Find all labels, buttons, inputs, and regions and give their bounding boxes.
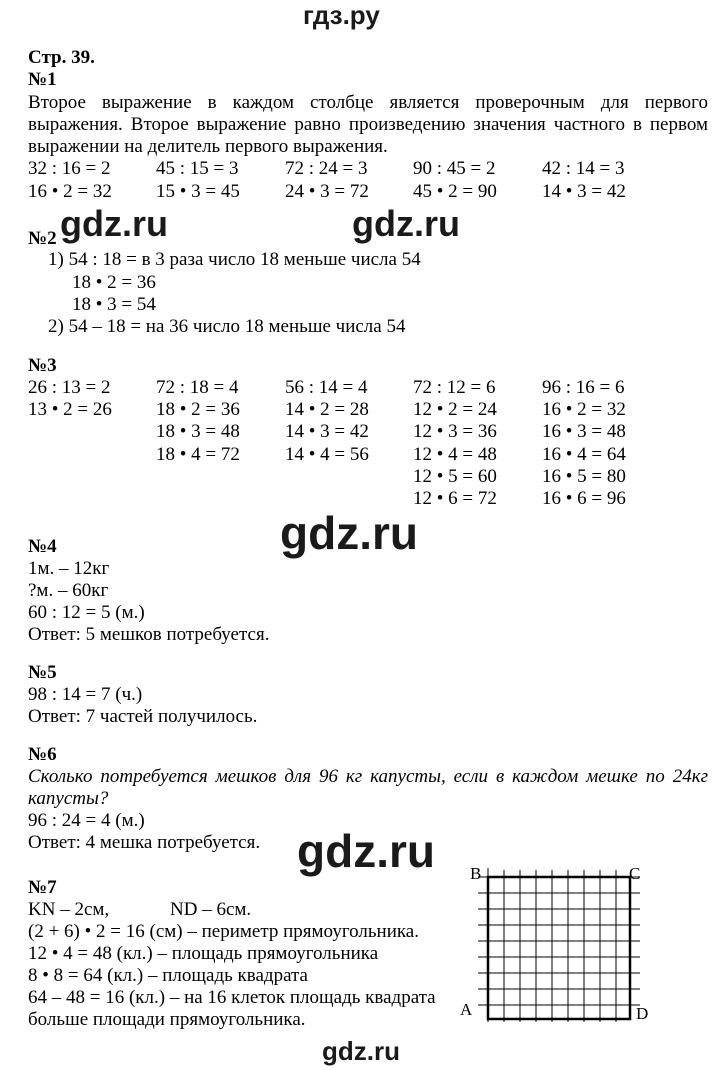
task-4-line: 1м. – 12кг: [28, 558, 110, 579]
task-3-expression: 14 • 4 = 56: [285, 444, 369, 465]
task-3-expression: 16 • 6 = 96: [542, 488, 626, 509]
task-4-line: ?м. – 60кг: [28, 580, 109, 601]
task-6-question: капусты?: [28, 788, 109, 809]
task-6-question: Сколько потребуется мешков для 96 кг капусты, если в каждом мешке по 24кг: [28, 766, 708, 787]
task-3-expression: 14 • 3 = 42: [285, 421, 369, 442]
task-7-title: №7: [28, 877, 57, 898]
task-7-nd: ND – 6см.: [170, 899, 252, 920]
square-grid-figure: [458, 862, 658, 1022]
task-7-line: больше площади прямоугольника.: [28, 1009, 306, 1030]
task-1-expression: 45 : 15 = 3: [156, 158, 239, 179]
grid-lines: [478, 868, 640, 1022]
task-1-expression: 24 • 3 = 72: [285, 181, 369, 202]
task-3-expression: 56 : 14 = 4: [285, 377, 368, 398]
task-3-title: №3: [28, 355, 57, 376]
task-3-expression: 12 • 3 = 36: [413, 421, 497, 442]
task-1-expression: 42 : 14 = 3: [542, 158, 625, 179]
task-3-expression: 12 • 5 = 60: [413, 466, 497, 487]
task-7-line: 8 • 8 = 64 (кл.) – площадь квадрата: [28, 965, 308, 986]
task-3-expression: 12 • 4 = 48: [413, 444, 497, 465]
watermark: gdz.ru: [280, 507, 418, 559]
task-3-expression: 13 • 2 = 26: [28, 399, 112, 420]
figure-label-c: C: [629, 864, 641, 883]
watermark: gdz.ru: [297, 825, 435, 877]
task-1-expression: 90 : 45 = 2: [413, 158, 496, 179]
task-1-expression: 32 : 16 = 2: [28, 158, 111, 179]
task-5-line: Ответ: 7 частей получилось.: [28, 706, 258, 727]
task-3-expression: 72 : 18 = 4: [156, 377, 239, 398]
task-3-expression: 16 • 3 = 48: [542, 421, 626, 442]
task-3-expression: 72 : 12 = 6: [413, 377, 496, 398]
task-1-expression: 14 • 3 = 42: [542, 181, 626, 202]
task-3-expression: 16 • 2 = 32: [542, 399, 626, 420]
square-outline: [488, 877, 630, 1019]
watermark-header: гдз.ру: [303, 0, 380, 30]
watermark-footer: gdz.ru: [322, 1036, 400, 1066]
task-2-line: 1) 54 : 18 = в 3 раза число 18 меньше числа 54: [48, 249, 421, 270]
task-4-line: 60 : 12 = 5 (м.): [28, 602, 145, 623]
task-2-title: №2: [28, 228, 57, 249]
task-1-expression: 72 : 24 = 3: [285, 158, 368, 179]
task-1-text-line: выражении на делитель первого выражения.: [28, 136, 388, 157]
task-3-expression: 16 • 5 = 80: [542, 466, 626, 487]
task-2-line: 18 • 2 = 36: [72, 272, 156, 293]
task-2-line: 18 • 3 = 54: [72, 294, 156, 315]
task-1-expression: 15 • 3 = 45: [156, 181, 240, 202]
task-3-expression: 14 • 2 = 28: [285, 399, 369, 420]
task-1-expression: 45 • 2 = 90: [413, 181, 497, 202]
figure-label-d: D: [636, 1004, 649, 1023]
task-5-line: 98 : 14 = 7 (ч.): [28, 684, 143, 705]
task-1-text-line: выражения. Второе выражение равно произведению значения частного в первом: [28, 114, 708, 135]
task-3-expression: 18 • 4 = 72: [156, 444, 240, 465]
watermark: gdz.ru: [60, 203, 168, 244]
task-2-line: 2) 54 – 18 = на 36 число 18 меньше числа 54: [48, 316, 406, 337]
figure-label-b: B: [470, 864, 482, 883]
task-4-title: №4: [28, 536, 57, 557]
task-6-line: 96 : 24 = 4 (м.): [28, 810, 145, 831]
task-6-line: Ответ: 4 мешка потребуется.: [28, 832, 261, 853]
figure-label-a: A: [460, 1000, 473, 1019]
task-3-expression: 18 • 3 = 48: [156, 421, 240, 442]
task-3-expression: 26 : 13 = 2: [28, 377, 111, 398]
task-7-line: 64 – 48 = 16 (кл.) – на 16 клеток площадь квадрата: [28, 987, 436, 1008]
page-label: Стр. 39.: [28, 47, 95, 68]
task-7-kn: KN – 2см,: [28, 899, 110, 920]
task-3-expression: 18 • 2 = 36: [156, 399, 240, 420]
task-1-expression: 16 • 2 = 32: [28, 181, 112, 202]
task-6-title: №6: [28, 744, 57, 765]
task-3-expression: 16 • 4 = 64: [542, 444, 626, 465]
task-1-text-line: Второе выражение в каждом столбце является проверочным для первого: [28, 92, 708, 113]
task-5-title: №5: [28, 662, 57, 683]
task-3-expression: 12 • 2 = 24: [413, 399, 497, 420]
task-4-line: Ответ: 5 мешков потребуется.: [28, 624, 270, 645]
task-3-expression: 96 : 16 = 6: [542, 377, 625, 398]
task-1-title: №1: [28, 69, 57, 90]
task-3-expression: 12 • 6 = 72: [413, 488, 497, 509]
watermark: gdz.ru: [352, 203, 460, 244]
task-7-line: (2 + 6) • 2 = 16 (см) – периметр прямоугольника.: [28, 921, 419, 942]
task-7-line: 12 • 4 = 48 (кл.) – площадь прямоугольника: [28, 943, 379, 964]
